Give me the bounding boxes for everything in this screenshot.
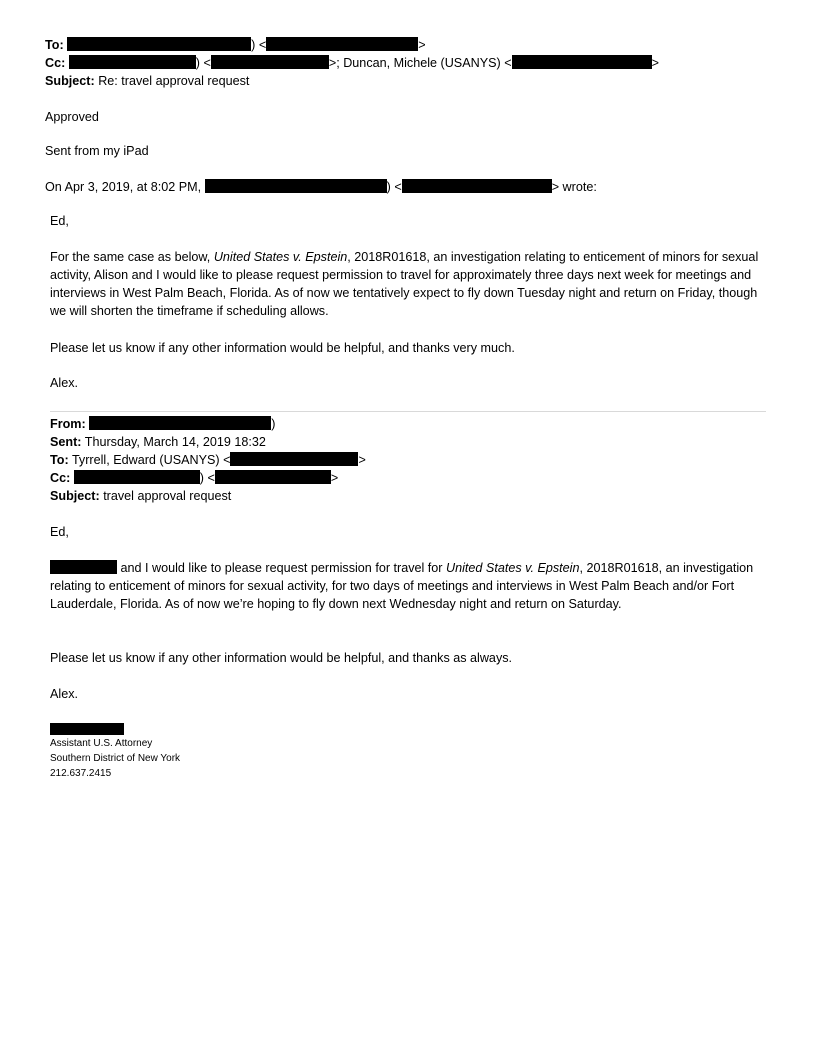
redaction-bar [69, 55, 196, 69]
subject-value: Re: travel approval request [98, 74, 250, 88]
redaction-bar [67, 37, 251, 51]
to-lt: < [258, 38, 267, 52]
message1-closing: Alex. [50, 376, 78, 390]
message1-greeting: Ed, [50, 214, 69, 228]
message1-text-b: , 2018R01618, an investigation relating to enticement of minors for sexual activity, Alison and I would like to please request permission to travel for approximately three days next week for meetings and interviews in West Palm Beach, Florida. As of now we tentatively expect to fly down Tuesday night and return on Friday, though we will shorten the timeframe if scheduling allows. [50, 250, 759, 318]
fwd-subject-label: Subject: [50, 489, 100, 503]
quote-prefix: On Apr 3, 2019, at 8:02 PM, [45, 180, 202, 194]
fwd-subject-line [50, 487, 231, 505]
fwd-cc-line [50, 469, 338, 487]
fwd-to-gt: > [358, 453, 366, 467]
fwd-from-label: From: [50, 417, 86, 431]
redaction-bar [89, 416, 271, 430]
fwd-cc-mid: ) < [199, 471, 215, 485]
message2-paragraph [50, 559, 770, 613]
to-gt: > [418, 38, 426, 52]
redaction-bar [402, 179, 552, 193]
fwd-sent-line [50, 433, 266, 451]
signature-phone: 212.637.2415 [50, 768, 112, 779]
reply-signature: Sent from my iPad [45, 144, 149, 158]
cc-paren: ) [195, 56, 200, 70]
fwd-cc-gt: > [330, 471, 339, 485]
redaction-bar [215, 470, 331, 484]
quote-suffix: > wrote: [551, 180, 597, 194]
reply-body: Approved [45, 110, 99, 124]
redaction-bar [230, 452, 358, 466]
to-label: To: [45, 38, 64, 52]
signature-title: Assistant U.S. Attorney [50, 738, 153, 749]
fwd-from-line [50, 415, 275, 433]
redaction-bar [211, 55, 329, 69]
cc-gt-2: > [651, 56, 659, 70]
cc-lt: < [203, 56, 211, 70]
message2-closing: Alex. [50, 687, 78, 701]
message1-paragraph-2: Please let us know if any other information would be helpful, and thanks very much. [50, 341, 515, 355]
signature-office: Southern District of New York [50, 753, 181, 764]
message2-greeting: Ed, [50, 525, 69, 539]
signature-name-redaction [50, 723, 124, 735]
divider [50, 411, 766, 412]
redaction-bar [266, 37, 418, 51]
redaction-bar [512, 55, 652, 69]
cc-line [45, 54, 659, 72]
cc-label: Cc: [45, 56, 66, 70]
quote-attribution [45, 178, 597, 196]
fwd-sent-label: Sent: [50, 435, 82, 449]
cc-lt-2: < [504, 56, 512, 70]
cc-separator: >; Duncan, Michele (USANYS) [328, 56, 501, 70]
redaction-bar [74, 470, 200, 484]
message1-case-name: United States v. Epstein [213, 250, 348, 264]
message1-paragraph [50, 248, 770, 320]
redaction-bar [50, 560, 117, 574]
message2-case-name: United States v. Epstein [446, 561, 580, 575]
redaction-bar [205, 179, 387, 193]
fwd-cc-label: Cc: [50, 471, 71, 485]
fwd-from-paren: ) [271, 417, 276, 431]
subject-line [45, 72, 249, 90]
message2-text-a: and I would like to please request permission for travel for [120, 561, 443, 575]
fwd-subject-value: travel approval request [103, 489, 232, 503]
fwd-to-lt: < [223, 453, 231, 467]
message2-text-b: , 2018R01618, an investigation relating to enticement of minors for sexual activity, for two days of meetings and interviews in West Palm Beach and/or Fort Lauderdale, Florida. As of now we’re hoping to fly down next Wednesday night and return on Saturday. [50, 561, 754, 611]
fwd-to-label: To: [50, 453, 69, 467]
fwd-to-line [50, 451, 366, 469]
to-line [45, 36, 426, 54]
to-paren: ) [251, 38, 256, 52]
quote-lt: < [394, 180, 402, 194]
message2-paragraph-2: Please let us know if any other information would be helpful, and thanks as always. [50, 651, 513, 665]
fwd-to-value: Tyrrell, Edward (USANYS) [71, 453, 220, 467]
fwd-sent-value: Thursday, March 14, 2019 18:32 [84, 435, 266, 449]
subject-label: Subject: [45, 74, 95, 88]
message1-text-a: For the same case as below, [50, 250, 211, 264]
quote-paren: ) [386, 180, 391, 194]
